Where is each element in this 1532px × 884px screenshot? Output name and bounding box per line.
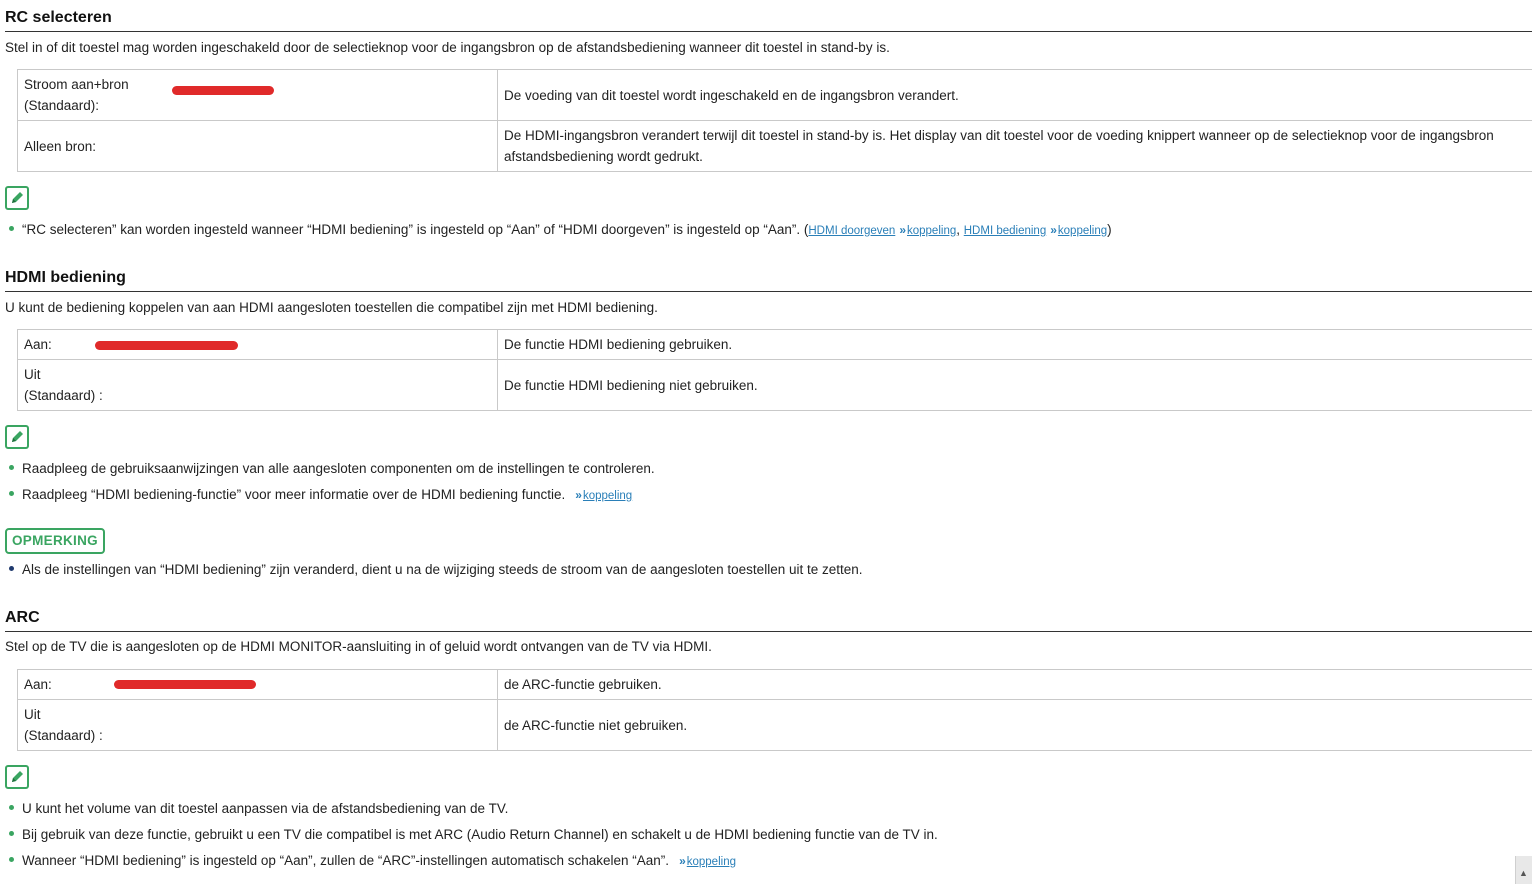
- redaction-mark: [114, 680, 256, 689]
- bullet: [9, 465, 14, 470]
- redaction-mark: [95, 341, 238, 350]
- bullet: [9, 491, 14, 496]
- pencil-icon: [5, 186, 29, 210]
- list-item: [9, 222, 1112, 237]
- option-key-line: Uit: [24, 367, 41, 382]
- note-text: “RC selecteren” kan worden ingesteld wanneer “HDMI bediening” is ingesteld op “Aan” of “HDMI doorgeven” is ingesteld op “Aan”. (: [22, 222, 809, 237]
- table-row: [18, 670, 1532, 700]
- bullet: [9, 805, 14, 810]
- link-hdmi-doorgeven[interactable]: HDMI doorgeven: [808, 225, 896, 237]
- section-title-arc: ARC: [5, 609, 40, 626]
- section-title-rc: RC selecteren: [5, 9, 112, 26]
- section-divider: [5, 31, 1532, 32]
- link-koppeling[interactable]: koppeling: [686, 856, 736, 868]
- option-value: de ARC-functie niet gebruiken.: [498, 700, 1532, 751]
- section-title-hdmi: HDMI bediening: [5, 269, 126, 286]
- link-koppeling[interactable]: koppeling: [582, 490, 633, 502]
- remark-text: Als de instellingen van “HDMI bediening” zijn veranderd, dient u na de wijziging steeds de stroom van de aangesloten toestellen uit te zetten.: [22, 562, 863, 577]
- bullet: [9, 566, 14, 571]
- list-item: [9, 827, 938, 842]
- table-row: [18, 360, 1532, 411]
- option-key-line: Uit: [24, 707, 41, 722]
- option-key: [18, 330, 498, 360]
- table-row: [18, 70, 1532, 121]
- link-hdmi-bediening[interactable]: HDMI bediening: [963, 225, 1047, 237]
- double-chevron-icon: »: [899, 223, 906, 237]
- option-key-line: (Standaard) :: [24, 728, 103, 743]
- list-item: [9, 487, 632, 502]
- section-intro-arc: Stel op de TV die is aangesloten op de HDMI MONITOR-aansluiting in of geluid wordt ontvangen van de TV via HDMI.: [5, 639, 712, 654]
- table-row: [18, 121, 1532, 172]
- note-text: Raadpleeg de gebruiksaanwijzingen van alle aangesloten componenten om de instellingen te controleren.: [22, 461, 655, 476]
- option-value: De functie HDMI bediening gebruiken.: [498, 330, 1532, 360]
- option-value: de ARC-functie gebruiken.: [498, 670, 1532, 700]
- option-value: [498, 121, 1532, 172]
- pencil-icon: [5, 425, 29, 449]
- option-key-line: (Standaard):: [24, 98, 100, 113]
- section-intro-hdmi: U kunt de bediening koppelen van aan HDMI aangesloten toestellen die compatibel zijn met HDMI bediening.: [5, 300, 658, 315]
- note-text: Wanneer “HDMI bediening” is ingesteld op “Aan”, zullen de “ARC”-instellingen automatisch schakelen “Aan”.: [22, 853, 670, 868]
- link-koppeling[interactable]: koppeling: [907, 225, 957, 237]
- double-chevron-icon: »: [1050, 223, 1057, 237]
- option-key-line: (Standaard) :: [24, 388, 103, 403]
- section-divider: [5, 291, 1532, 292]
- close-paren: ): [1107, 222, 1112, 237]
- option-value-line: De HDMI-ingangsbron verandert terwijl dit toestel in stand-by is. Het display van dit toestel voor de voeding knippert wanneer op de selectieknop voor de ingangsbron: [504, 128, 1494, 143]
- option-key: Alleen bron:: [18, 121, 498, 172]
- option-key: [18, 70, 498, 121]
- note-text: Raadpleeg “HDMI bediening-functie” voor meer informatie over de HDMI bediening functie.: [22, 487, 566, 502]
- note-text: U kunt het volume van dit toestel aanpassen via de afstandsbediening van de TV.: [22, 801, 509, 816]
- options-table-arc: [17, 669, 1532, 751]
- pencil-icon: [5, 765, 29, 789]
- options-table-hdmi: [17, 329, 1532, 411]
- double-chevron-icon: »: [575, 488, 582, 502]
- option-key: [18, 700, 498, 751]
- list-item: [9, 562, 863, 577]
- section-divider: [5, 631, 1532, 632]
- bullet: [9, 831, 14, 836]
- option-key-line: Stroom aan+bron: [24, 77, 129, 92]
- option-key: [18, 670, 498, 700]
- bullet: [9, 226, 14, 231]
- remark-badge: OPMERKING: [5, 528, 105, 554]
- redaction-mark: [172, 86, 274, 95]
- option-key-text: Aan:: [24, 337, 52, 352]
- option-value-line: afstandsbediening wordt gedrukt.: [504, 149, 703, 164]
- link-koppeling[interactable]: koppeling: [1057, 225, 1108, 237]
- scroll-arrow-icon: ▲: [1519, 868, 1528, 878]
- double-chevron-icon: »: [679, 854, 686, 868]
- table-row: [18, 700, 1532, 751]
- list-item: [9, 801, 508, 816]
- table-row: [18, 330, 1532, 360]
- scrollbar-corner[interactable]: [1515, 856, 1532, 884]
- options-table-rc: [17, 69, 1532, 172]
- section-intro-rc: Stel in of dit toestel mag worden ingeschakeld door de selectieknop voor de ingangsbron op de afstandsbediening wanneer dit toestel in stand-by is.: [5, 40, 890, 55]
- note-text: Bij gebruik van deze functie, gebruikt u een TV die compatibel is met ARC (Audio Return Channel) en schakelt u de HDMI bediening functie van de TV in.: [22, 827, 938, 842]
- option-key: [18, 360, 498, 411]
- list-item: [9, 853, 736, 868]
- option-key-text: Aan:: [24, 677, 52, 692]
- option-value: De functie HDMI bediening niet gebruiken.: [498, 360, 1532, 411]
- option-value: De voeding van dit toestel wordt ingeschakeld en de ingangsbron verandert.: [498, 70, 1532, 121]
- separator: ,: [956, 222, 964, 237]
- list-item: [9, 461, 655, 476]
- bullet: [9, 857, 14, 862]
